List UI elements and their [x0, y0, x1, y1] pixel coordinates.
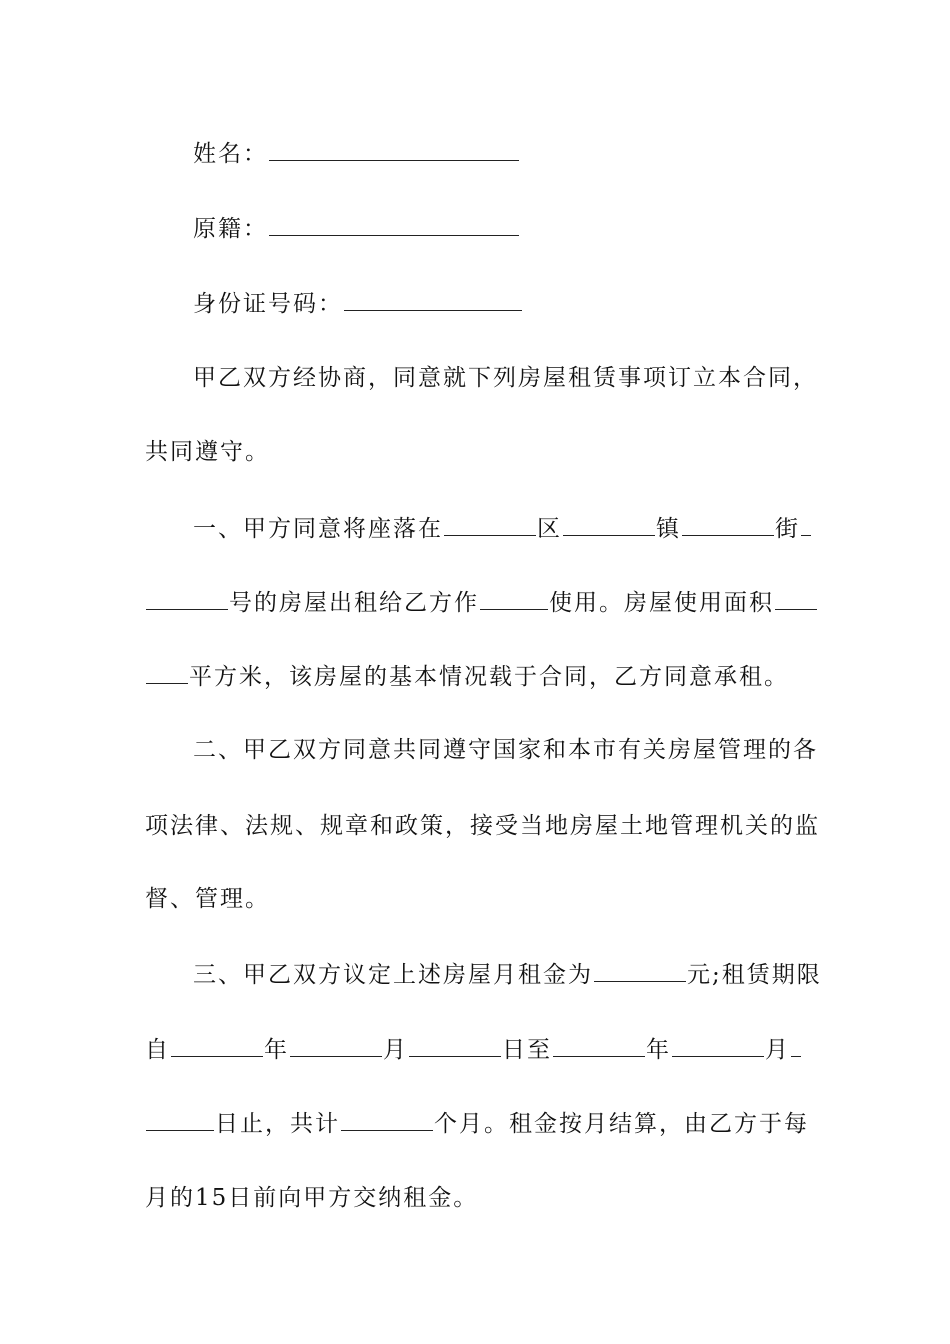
clause3-line-1 [193, 959, 822, 990]
clause1-town: 镇 [656, 516, 681, 542]
origin-label: 原籍： [193, 216, 268, 242]
start-year-blank [171, 1034, 263, 1057]
clause1-street: 街 [775, 516, 800, 542]
clause3-line-2 [145, 1034, 802, 1065]
clause1-line-3 [145, 661, 789, 692]
clause1-text-2: 号的房屋出租给乙方作 [229, 590, 479, 616]
area-blank [146, 661, 188, 684]
street-blank [682, 513, 774, 536]
clause3-text-2: 元;租赁期限 [687, 962, 822, 988]
clause2-line-1: 二、甲乙双方同意共同遵守国家和本市有关房屋管理的各 [193, 737, 818, 763]
name-label: 姓名： [193, 141, 268, 167]
end-day-blank-start [791, 1034, 801, 1057]
number-blank-start [801, 513, 811, 536]
clause2-line-2: 项法律、法规、规章和政策，接受当地房屋土地管理机关的监 [145, 813, 820, 839]
clause1-text-3: 使用。房屋使用面积 [549, 590, 774, 616]
clause1-line-2 [145, 587, 818, 618]
area-blank-start [775, 587, 817, 610]
clause3-text: 三、甲乙双方议定上述房屋月租金为 [193, 962, 593, 988]
months-blank [341, 1108, 433, 1131]
clause3-day-to: 日至 [502, 1037, 552, 1063]
end-month-blank [672, 1034, 764, 1057]
origin-field-row [193, 213, 520, 244]
clause1-line-1 [193, 513, 812, 544]
clause2-line-3: 督、管理。 [145, 886, 270, 912]
clause3-month-1: 月 [383, 1037, 408, 1063]
end-day-blank [146, 1108, 214, 1131]
start-month-blank [290, 1034, 382, 1057]
origin-blank [269, 213, 519, 236]
clause1-text: 一、甲方同意将座落在 [193, 516, 443, 542]
clause3-month-2: 月 [765, 1037, 790, 1063]
town-blank [563, 513, 655, 536]
clause3-line-4: 月的15日前向甲方交纳租金。 [145, 1185, 479, 1211]
rent-blank [594, 959, 686, 982]
start-day-blank [409, 1034, 501, 1057]
clause3-year-1: 年 [264, 1037, 289, 1063]
clause3-from: 自 [145, 1037, 170, 1063]
preamble-line-2: 共同遵守。 [145, 439, 270, 465]
clause3-text-3: 个月。租金按月结算，由乙方于每 [434, 1111, 809, 1137]
number-blank [146, 587, 228, 610]
name-field-row [193, 138, 520, 169]
id-label: 身份证号码： [193, 291, 343, 317]
clause1-district: 区 [537, 516, 562, 542]
usage-blank [480, 587, 548, 610]
clause1-text-4: 平方米，该房屋的基本情况载于合同，乙方同意承租。 [189, 664, 789, 690]
clause3-day-end: 日止，共计 [215, 1111, 340, 1137]
id-field-row [193, 288, 523, 319]
preamble-line-1: 甲乙双方经协商，同意就下列房屋租赁事项订立本合同， [193, 365, 818, 391]
clause3-line-3 [145, 1108, 809, 1139]
name-blank [269, 138, 519, 161]
end-year-blank [553, 1034, 645, 1057]
clause3-year-2: 年 [646, 1037, 671, 1063]
district-blank [444, 513, 536, 536]
id-blank [344, 288, 522, 311]
